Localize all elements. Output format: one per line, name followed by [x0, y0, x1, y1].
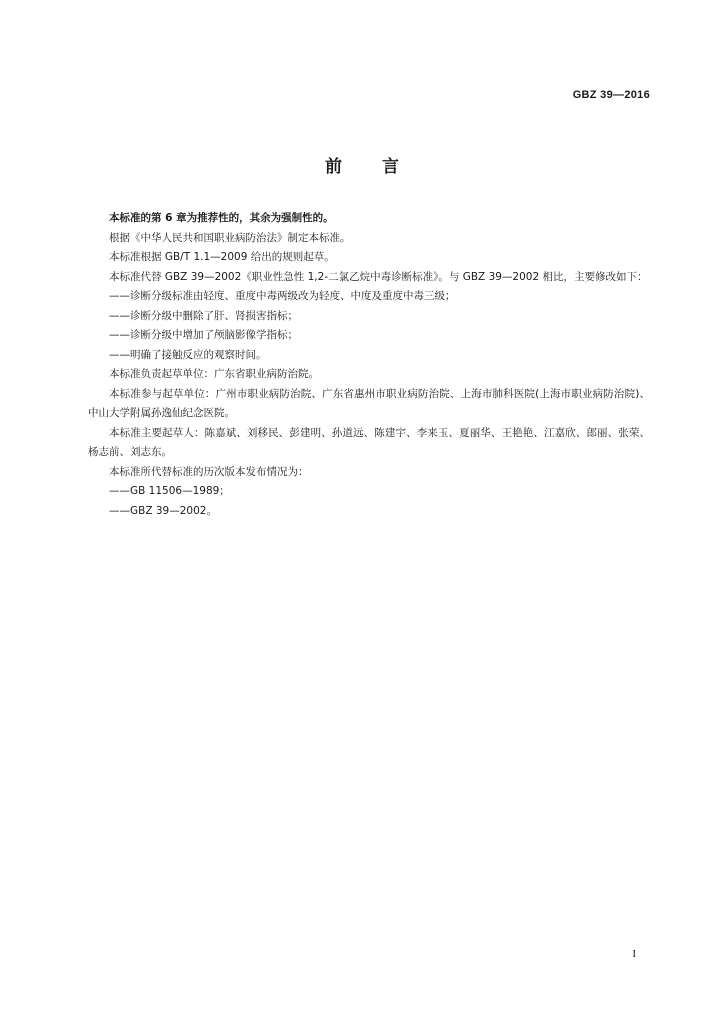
foreword-body [88, 209, 650, 521]
paragraph-basis-law: 根据《中华人民共和国职业病防治法》制定本标准。 [109, 231, 351, 244]
paragraph-replaces: 本标准代替 GBZ 39—2002《职业性急性 1,2-二氯乙烷中毒诊断标准》。与 GBZ 39—2002 相比，主要修改如下： [109, 270, 648, 283]
paragraph-drafting-rules: 本标准根据 GB/T 1.1—2009 给出的规则起草。 [109, 251, 335, 263]
list-item-change-1: ——诊断分级标准由轻度、重度中毒两级改为轻度、中度及重度中毒三级； [109, 290, 456, 302]
paragraph-scope: 本标准的第 6 章为推荐性的，其余为强制性的。 [109, 212, 334, 224]
list-item-change-2: ——诊断分级中删除了肝、肾损害指标； [109, 309, 298, 322]
paragraph-history-intro: 本标准所代替标准的历次版本发布情况为： [109, 465, 309, 478]
paragraph-participating-units: 本标准参与起草单位：广州市职业病防治院、广东省惠州市职业病防治院、上海市肺科医院(上海市职业病防治院)、中山大学附属孙逸仙纪念医院。 [88, 387, 650, 419]
paragraph-drafters: 本标准主要起草人：陈嘉斌、刘移民、彭建明、孙道远、陈建宇、李来玉、夏丽华、王艳艳、江嘉欣、郎丽、张荣、杨志前、刘志东。 [88, 426, 650, 458]
page-title: 前言 [325, 157, 439, 177]
list-item-history-1: ——GB 11506—1989； [109, 485, 230, 497]
list-item-history-2: ——GBZ 39—2002。 [109, 504, 217, 517]
standard-code: GBZ 39—2016 [572, 89, 650, 101]
page-number: I [632, 948, 636, 960]
list-item-change-4: ——明确了接触反应的观察时间。 [109, 348, 267, 361]
list-item-change-3: ——诊断分级中增加了颅脑影像学指标； [109, 329, 298, 341]
paragraph-lead-unit: 本标准负责起草单位：广东省职业病防治院。 [109, 368, 319, 380]
